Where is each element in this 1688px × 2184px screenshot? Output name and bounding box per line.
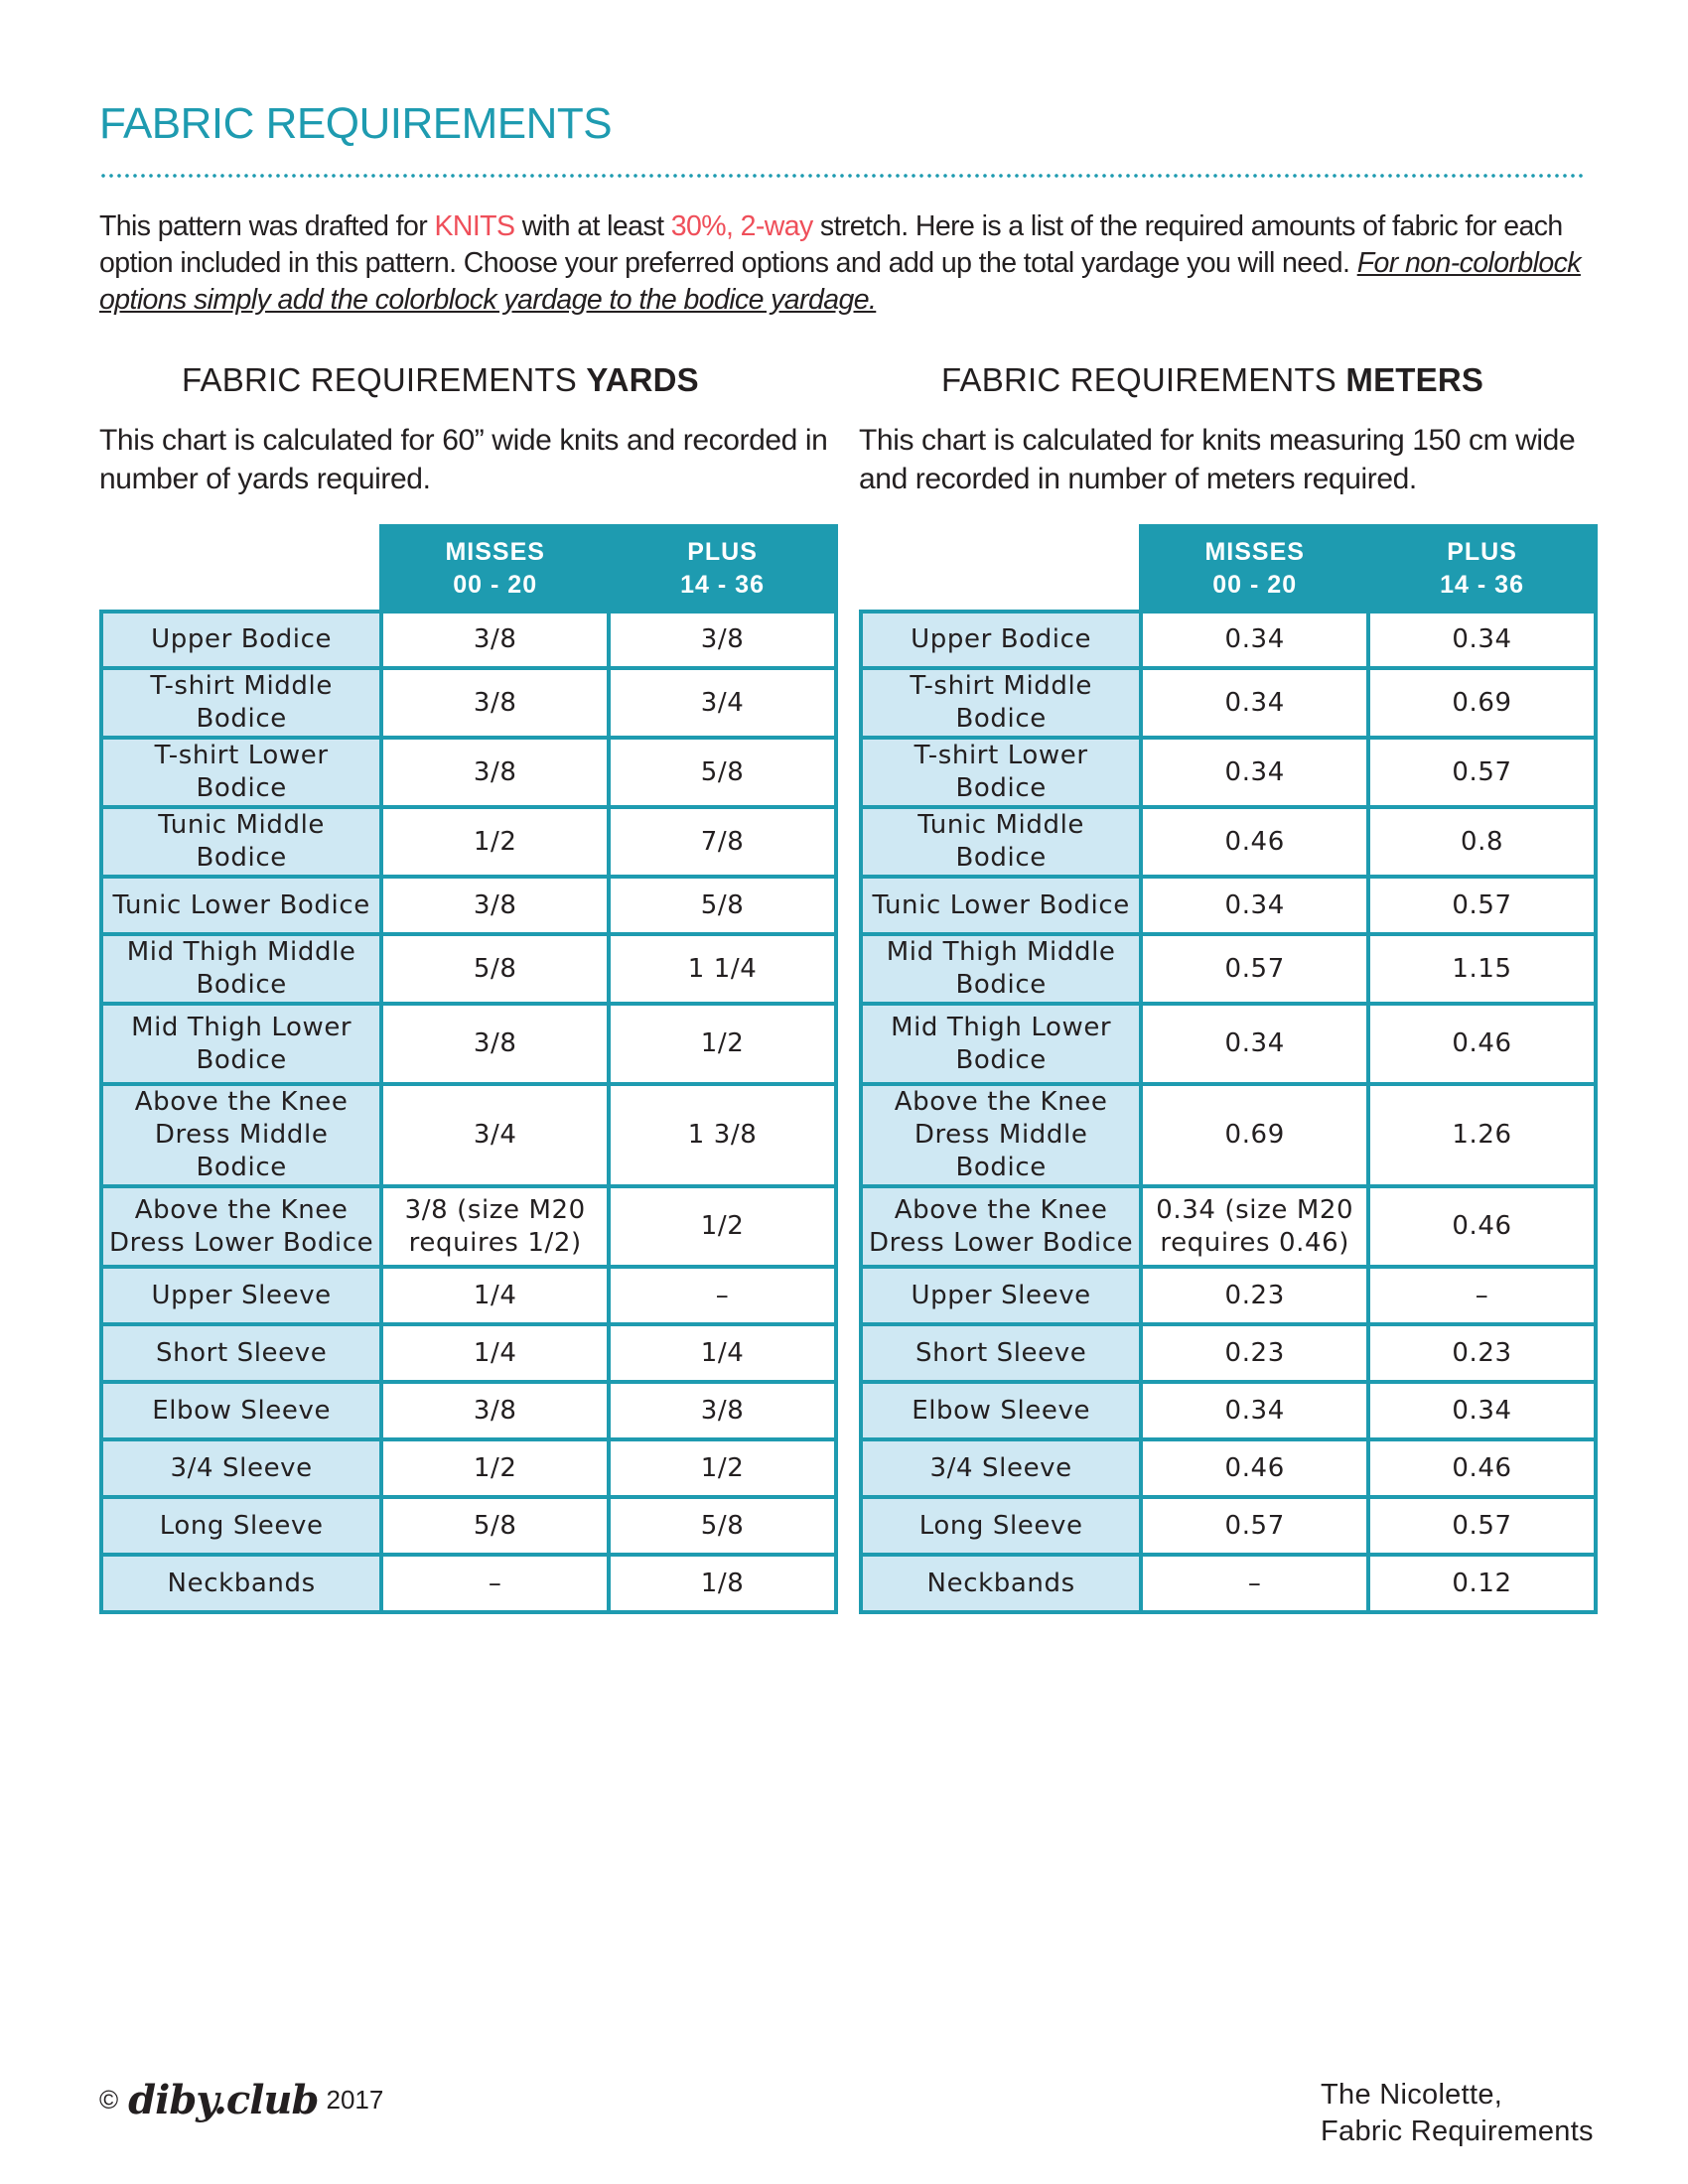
intro-text-1: This pattern was drafted for: [99, 210, 435, 242]
table-row: [101, 612, 836, 668]
yards-misses-value: 3/8: [381, 877, 609, 934]
meters-header-row: [861, 526, 1596, 612]
table-row: [861, 1084, 1596, 1186]
yards-header-misses-sizes: 00 - 20: [453, 571, 538, 599]
footer-line-1: The Nicolette,: [1321, 2079, 1503, 2111]
intro-text-2: with at least: [514, 210, 671, 242]
meters-misses-value: 0.34: [1141, 738, 1368, 807]
yards-row-label: Mid Thigh Lower Bodice: [101, 1004, 381, 1084]
meters-description: This chart is calculated for knits measuring 150 cm wide and recorded in number of meters required.: [859, 424, 1576, 495]
meters-header-misses-sizes: 00 - 20: [1212, 571, 1298, 599]
yards-misses-value: –: [381, 1555, 609, 1612]
meters-plus-value: 0.23: [1368, 1324, 1596, 1382]
intro-knits: KNITS: [434, 210, 515, 242]
yards-misses-value: 3/8: [381, 1382, 609, 1439]
yards-row-label: T-shirt Lower Bodice: [101, 738, 381, 807]
meters-plus-value: –: [1368, 1267, 1596, 1324]
yards-plus-value: 1/2: [609, 1186, 836, 1267]
meters-header-plus-sizes: 14 - 36: [1440, 571, 1524, 599]
table-row: [101, 1084, 836, 1186]
meters-row-label: 3/4 Sleeve: [861, 1439, 1141, 1497]
yards-section-title: [182, 361, 699, 399]
meters-plus-value: 1.15: [1368, 934, 1596, 1004]
intro-paragraph: [99, 208, 1589, 319]
meters-title-light: FABRIC REQUIREMENTS: [941, 361, 1346, 398]
meters-misses-value: 0.34: [1141, 1382, 1368, 1439]
meters-row-label: Mid Thigh Lower Bodice: [861, 1004, 1141, 1084]
yards-header-misses-name: MISSES: [445, 538, 545, 566]
table-row: [101, 1186, 836, 1267]
table-row: [101, 877, 836, 934]
yards-row-label: Mid Thigh Middle Bodice: [101, 934, 381, 1004]
intro-text-3: stretch. Here is a list of the required amounts of fabric for each option included in this pattern. Choose your preferred options and add up the total yardage you will need.: [99, 210, 1563, 279]
yards-row-label: Short Sleeve: [101, 1324, 381, 1382]
meters-row-label: Tunic Lower Bodice: [861, 877, 1141, 934]
yards-misses-value: 3/8 (size M20 requires 1/2): [381, 1186, 609, 1267]
yards-plus-value: 1/8: [609, 1555, 836, 1612]
meters-header-misses-name: MISSES: [1204, 538, 1305, 566]
yards-row-label: Upper Sleeve: [101, 1267, 381, 1324]
yards-table: [99, 524, 838, 1614]
meters-row-label: Short Sleeve: [861, 1324, 1141, 1382]
brand-logo: diby.club: [128, 2077, 319, 2123]
table-row: [101, 738, 836, 807]
yards-misses-value: 1/2: [381, 1439, 609, 1497]
yards-plus-value: 3/4: [609, 668, 836, 738]
yards-row-label: Neckbands: [101, 1555, 381, 1612]
meters-row-label: Upper Bodice: [861, 612, 1141, 668]
table-row: [861, 612, 1596, 668]
meters-misses-value: 0.34: [1141, 877, 1368, 934]
yards-header-empty: [101, 526, 381, 612]
meters-row-label: Long Sleeve: [861, 1497, 1141, 1555]
footer-year: 2017: [326, 2085, 384, 2115]
meters-row-label: Elbow Sleeve: [861, 1382, 1141, 1439]
yards-plus-value: 7/8: [609, 807, 836, 877]
meters-plus-value: 0.46: [1368, 1439, 1596, 1497]
yards-plus-value: –: [609, 1267, 836, 1324]
table-row: [101, 807, 836, 877]
intro-note: For non-colorblock options simply add the colorblock yardage to the bodice yardage.: [99, 247, 1581, 316]
footer-copyright: [99, 2077, 383, 2123]
yards-header-misses: [381, 526, 609, 612]
meters-header-misses: [1141, 526, 1368, 612]
meters-misses-value: –: [1141, 1555, 1368, 1612]
meters-misses-value: 0.46: [1141, 807, 1368, 877]
meters-plus-value: 0.34: [1368, 612, 1596, 668]
meters-plus-value: 0.46: [1368, 1186, 1596, 1267]
yards-plus-value: 5/8: [609, 738, 836, 807]
meters-row-label: T-shirt Lower Bodice: [861, 738, 1141, 807]
table-row: [101, 1382, 836, 1439]
meters-row-label: Above the Knee Dress Middle Bodice: [861, 1084, 1141, 1186]
table-row: [101, 1439, 836, 1497]
yards-plus-value: 1/2: [609, 1439, 836, 1497]
yards-title-bold: YARDS: [586, 361, 699, 398]
table-row: [861, 1186, 1596, 1267]
meters-row-label: T-shirt Middle Bodice: [861, 668, 1141, 738]
meters-row-label: Upper Sleeve: [861, 1267, 1141, 1324]
meters-misses-value: 0.34: [1141, 612, 1368, 668]
table-row: [101, 1324, 836, 1382]
meters-misses-value: 0.34: [1141, 1004, 1368, 1084]
footer-document-title: [1321, 2077, 1594, 2150]
table-row: [861, 1439, 1596, 1497]
meters-plus-value: 1.26: [1368, 1084, 1596, 1186]
meters-table: [859, 524, 1598, 1614]
meters-misses-value: 0.46: [1141, 1439, 1368, 1497]
yards-plus-value: 3/8: [609, 612, 836, 668]
footer-line-2: Fabric Requirements: [1321, 2116, 1594, 2147]
meters-misses-value: 0.57: [1141, 934, 1368, 1004]
yards-plus-value: 5/8: [609, 877, 836, 934]
meters-misses-value: 0.57: [1141, 1497, 1368, 1555]
yards-row-label: Above the Knee Dress Lower Bodice: [101, 1186, 381, 1267]
meters-title-bold: METERS: [1345, 361, 1484, 398]
table-row: [101, 668, 836, 738]
table-row: [861, 1555, 1596, 1612]
yards-row-label: Long Sleeve: [101, 1497, 381, 1555]
meters-row-label: Mid Thigh Middle Bodice: [861, 934, 1141, 1004]
meters-row-label: Above the Knee Dress Lower Bodice: [861, 1186, 1141, 1267]
meters-plus-value: 0.46: [1368, 1004, 1596, 1084]
yards-row-label: Elbow Sleeve: [101, 1382, 381, 1439]
table-row: [101, 1555, 836, 1612]
meters-misses-value: 0.23: [1141, 1324, 1368, 1382]
table-row: [101, 1004, 836, 1084]
meters-plus-value: 0.34: [1368, 1382, 1596, 1439]
yards-row-label: Upper Bodice: [101, 612, 381, 668]
table-row: [861, 738, 1596, 807]
table-row: [101, 934, 836, 1004]
table-row: [101, 1497, 836, 1555]
yards-misses-value: 3/8: [381, 612, 609, 668]
yards-header-plus-name: PLUS: [687, 538, 758, 566]
table-row: [101, 1267, 836, 1324]
table-row: [861, 1382, 1596, 1439]
intro-stretch: 30%, 2-way: [670, 210, 813, 242]
meters-plus-value: 0.57: [1368, 877, 1596, 934]
yards-row-label: Tunic Middle Bodice: [101, 807, 381, 877]
meters-header-plus: [1368, 526, 1596, 612]
yards-plus-value: 1/2: [609, 1004, 836, 1084]
yards-row-label: T-shirt Middle Bodice: [101, 668, 381, 738]
yards-misses-value: 1/4: [381, 1324, 609, 1382]
yards-header-row: [101, 526, 836, 612]
meters-plus-value: 0.69: [1368, 668, 1596, 738]
yards-misses-value: 3/8: [381, 1004, 609, 1084]
yards-misses-value: 5/8: [381, 934, 609, 1004]
table-row: [861, 807, 1596, 877]
yards-plus-value: 1 3/8: [609, 1084, 836, 1186]
meters-row-label: Tunic Middle Bodice: [861, 807, 1141, 877]
meters-header-empty: [861, 526, 1141, 612]
table-row: [861, 668, 1596, 738]
yards-plus-value: 1 1/4: [609, 934, 836, 1004]
yards-row-label: 3/4 Sleeve: [101, 1439, 381, 1497]
yards-plus-value: 5/8: [609, 1497, 836, 1555]
table-row: [861, 934, 1596, 1004]
yards-description: This chart is calculated for 60” wide knits and recorded in number of yards required.: [99, 424, 828, 495]
meters-plus-value: 0.8: [1368, 807, 1596, 877]
table-row: [861, 1267, 1596, 1324]
meters-header-plus-name: PLUS: [1447, 538, 1517, 566]
table-row: [861, 1324, 1596, 1382]
table-row: [861, 1497, 1596, 1555]
yards-misses-value: 5/8: [381, 1497, 609, 1555]
yards-plus-value: 1/4: [609, 1324, 836, 1382]
meters-misses-value: 0.69: [1141, 1084, 1368, 1186]
yards-row-label: Above the Knee Dress Middle Bodice: [101, 1084, 381, 1186]
yards-title-light: FABRIC REQUIREMENTS: [182, 361, 587, 398]
table-row: [861, 877, 1596, 934]
table-row: [861, 1004, 1596, 1084]
meters-misses-value: 0.23: [1141, 1267, 1368, 1324]
yards-plus-value: 3/8: [609, 1382, 836, 1439]
yards-misses-value: 3/8: [381, 738, 609, 807]
yards-header-plus-sizes: 14 - 36: [680, 571, 765, 599]
meters-misses-value: 0.34: [1141, 668, 1368, 738]
yards-misses-value: 1/4: [381, 1267, 609, 1324]
yards-misses-value: 3/8: [381, 668, 609, 738]
yards-misses-value: 1/2: [381, 807, 609, 877]
yards-misses-value: 3/4: [381, 1084, 609, 1186]
meters-section-title: [941, 361, 1483, 399]
copyright-symbol: ©: [99, 2085, 119, 2115]
yards-row-label: Tunic Lower Bodice: [101, 877, 381, 934]
yards-header-plus: [609, 526, 836, 612]
meters-row-label: Neckbands: [861, 1555, 1141, 1612]
meters-plus-value: 0.12: [1368, 1555, 1596, 1612]
meters-plus-value: 0.57: [1368, 1497, 1596, 1555]
page-title: FABRIC REQUIREMENTS: [99, 99, 613, 148]
meters-misses-value: 0.34 (size M20 requires 0.46): [1141, 1186, 1368, 1267]
dotted-divider: [99, 174, 1583, 178]
meters-plus-value: 0.57: [1368, 738, 1596, 807]
